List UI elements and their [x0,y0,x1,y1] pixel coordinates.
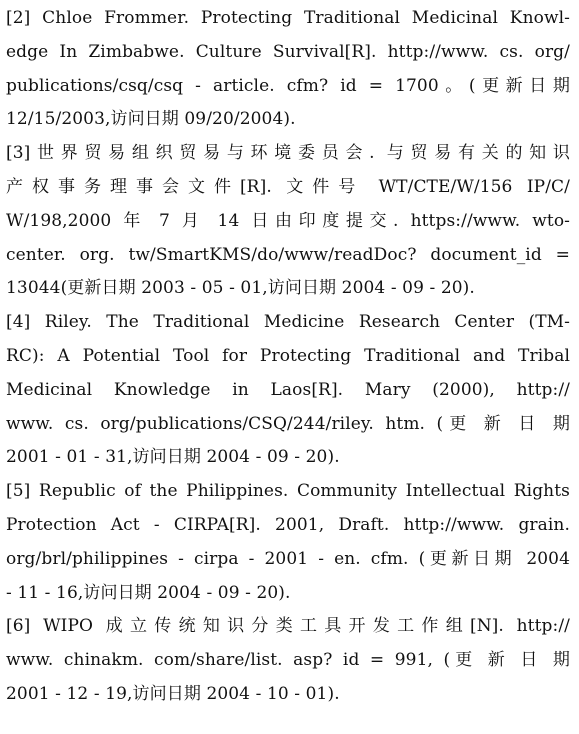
reference-entry-2 [6,2,570,137]
reference-line: [6] WIPO 成立传统知识分类工具开发工作组[N]. http:// [6,616,570,637]
reference-line: center. org. tw/SmartKMS/do/www/readDoc? document_id = [6,244,570,265]
reference-line: - 11 - 16,访问日期 2004 - 09 - 20). [6,582,291,603]
reference-line: [4] Riley. The Traditional Medicine Research Center (TM- [6,312,570,333]
reference-line: RC): A Potential Tool for Protecting Traditional and Tribal [6,345,570,366]
reference-line: 13044(更新日期 2003 - 05 - 01,访问日期 2004 - 09 - 20). [6,278,475,299]
reference-line: edge In Zimbabwe. Culture Survival[R]. http://www. cs. org/ [6,41,570,62]
reference-line: 2001 - 12 - 19,访问日期 2004 - 10 - 01). [6,683,340,704]
reference-entry-4 [6,306,570,475]
reference-line: 12/15/2003,访问日期 09/20/2004). [6,109,296,130]
reference-line: Medicinal Knowledge in Laos[R]. Mary (2000), http:// [6,379,570,400]
reference-line: www. chinakm. com/share/list. asp? id = 991, (更 新 日 期 [6,650,570,671]
reference-line: W/198,2000 年 7 月 14 日由印度提交. https://www. wto- [6,210,570,231]
reference-line: www. cs. org/publications/CSQ/244/riley. htm. (更 新 日 期 [6,413,570,434]
reference-entry-6 [6,610,570,711]
reference-line: 产权事务理事会文件[R]. 文件号 WT/CTE/W/156 IP/C/ [6,176,570,197]
reference-line: publications/csq/csq - article. cfm? id = 1700。(更新日期 [6,75,570,96]
reference-line: [3]世界贸易组织贸易与环境委员会. 与贸易有关的知识 [6,143,570,164]
reference-entry-5 [6,475,570,610]
reference-line: 2001 - 01 - 31,访问日期 2004 - 09 - 20). [6,447,340,468]
reference-line: org/brl/philippines - cirpa - 2001 - en. cfm. (更新日期 2004 [6,548,570,569]
reference-entry-3 [6,137,570,306]
reference-line: [5] Republic of the Philippines. Community Intellectual Rights [6,481,570,502]
reference-line: [2] Chloe Frommer. Protecting Traditional Medicinal Knowl- [6,8,570,28]
reference-line: Protection Act - CIRPA[R]. 2001, Draft. http://www. grain. [6,514,570,535]
